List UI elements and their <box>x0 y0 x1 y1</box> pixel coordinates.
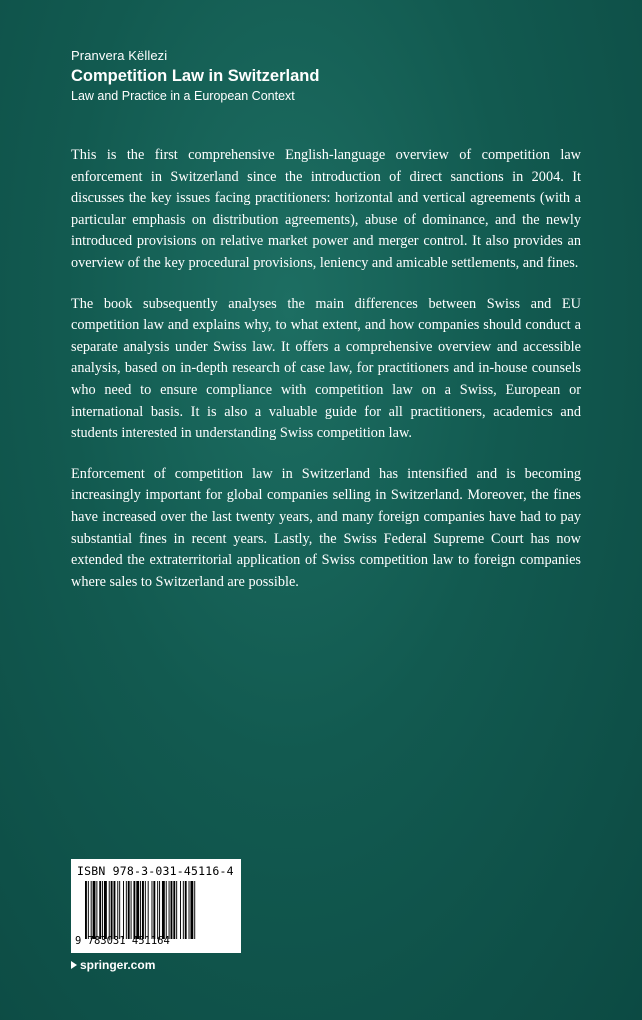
blurb-text <box>71 145 581 612</box>
blurb-paragraph: This is the first comprehensive English-language overview of competition law enforcement in Switzerland since the introduction of direct sanctions in 2004. It discusses the key issues facing practitioners: horizontal and vertical agreements (with a particular emphasis on distribution agreements), abuse of dominance, and the newly introduced provisions on relative market power and merger control. It also provides an overview of the key procedural provisions, leniency and amicable settlements, and fines. <box>71 147 581 271</box>
publisher-url: springer.com <box>80 958 156 972</box>
isbn-barcode <box>71 859 241 953</box>
book-title: Competition Law in Switzerland <box>71 67 320 85</box>
blurb-paragraph: The book subsequently analyses the main differences between Swiss and EU competition law and explains why, to what extent, and how companies should conduct a separate analysis under Swiss law. It offers a comprehensive overview and accessible analysis, based on in-depth research of case law, for practitioners and in-house counsels who need to ensure compliance with competition law on a Swiss, European or international basis. It is also a valuable guide for all practitioners, academics and students interested in understanding Swiss competition law. <box>71 295 581 442</box>
book-subtitle: Law and Practice in a European Context <box>71 89 295 103</box>
cover-header <box>71 47 591 105</box>
author-name: Pranvera Këllezi <box>71 48 168 63</box>
publisher-link[interactable] <box>71 958 155 972</box>
barcode-bars <box>85 881 233 939</box>
blurb-paragraph: Enforcement of competition law in Switzerland has intensified and is becoming increasingly important for global companies selling in Switzerland. Moreover, the fines have increased over the last twenty years, and many foreign companies have had to pay substantial fines in recent years. Lastly, the Swiss Federal Supreme Court has now extended the extraterritorial application of Swiss competition law to foreign companies where sales to Switzerland are possible. <box>71 465 581 590</box>
barcode-digits: 9 783031 451164 <box>75 935 170 947</box>
arrow-right-icon <box>71 961 77 969</box>
isbn-label: ISBN 978-3-031-45116-4 <box>77 864 234 878</box>
